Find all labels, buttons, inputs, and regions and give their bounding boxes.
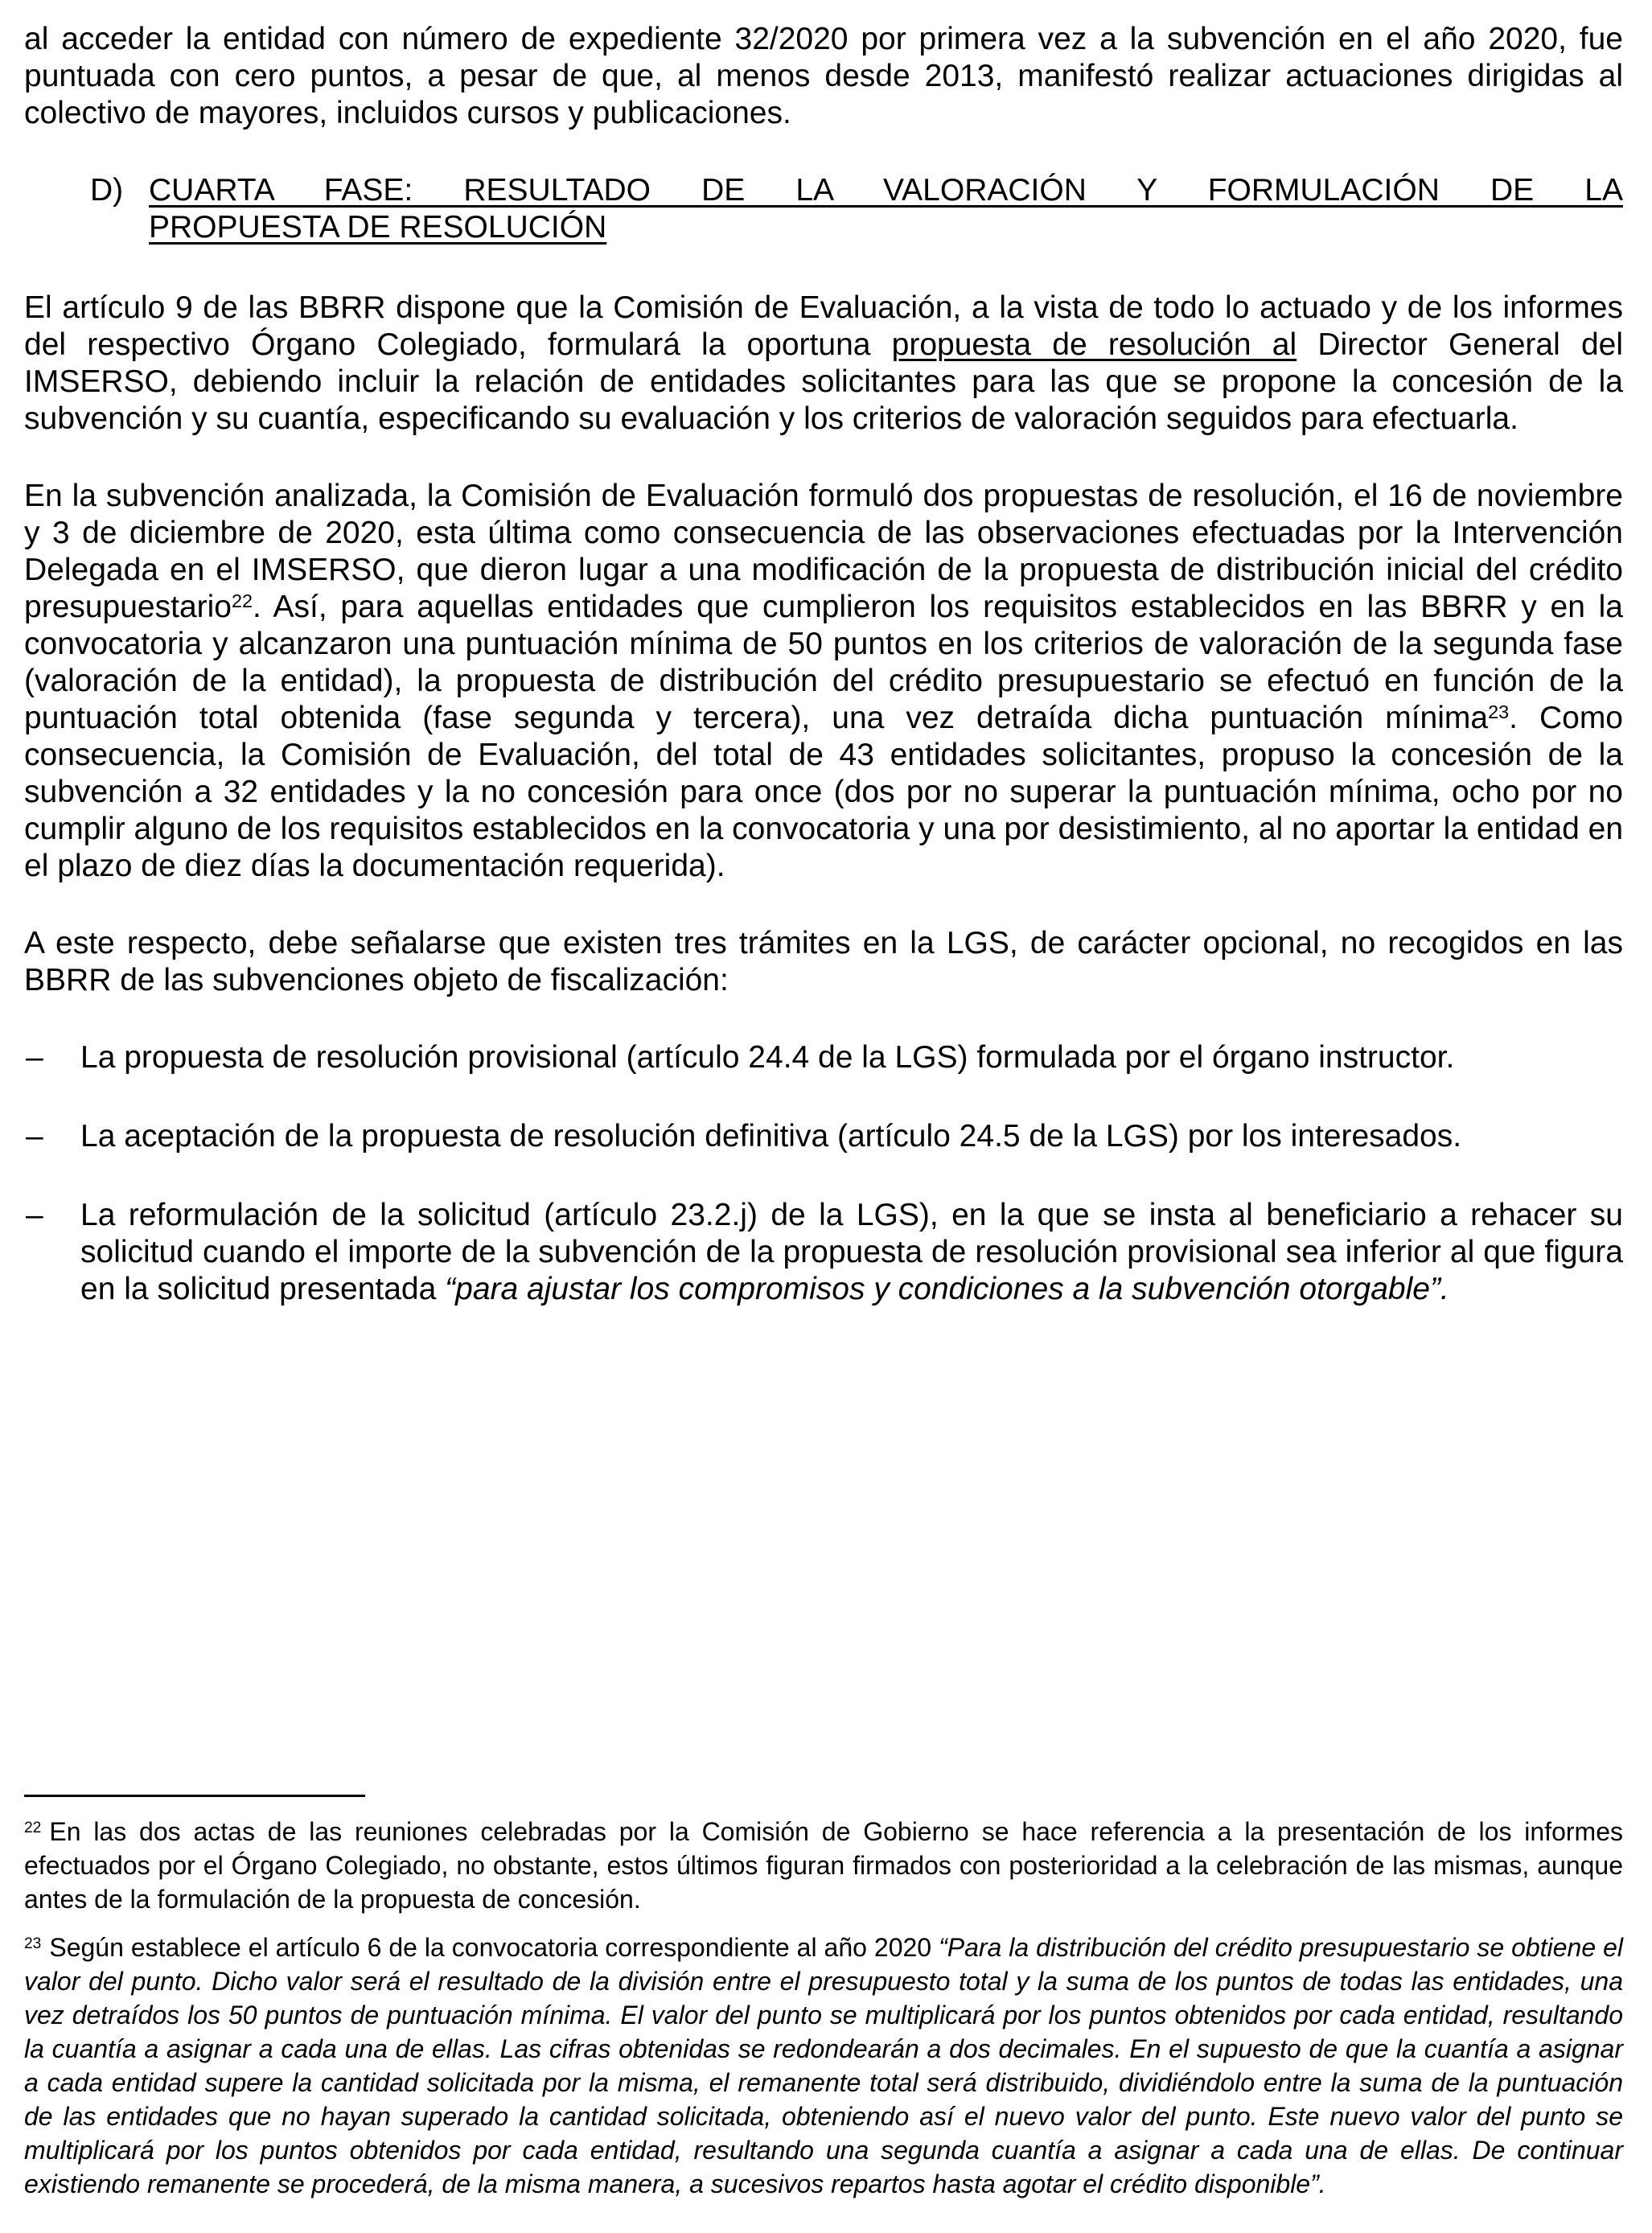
footnote-22-text: En las dos actas de las reuniones celebradas por la Comisión de Gobierno se hace referencia a la presentación de los informes efectuados por el Órgano Colegiado, no obstante, estos últimos figuran firmados con posterioridad a la celebración de las mismas, aunque antes de la formulación de la propuesta de concesión.: [24, 1817, 1623, 1914]
paragraph-tres-tramites-text: A este respecto, debe señalarse que existen tres trámites en la LGS, de carácter opcional, no recogidos en las BBRR de las subvenciones objeto de fiscalización:: [24, 926, 1623, 997]
bullet-item-reformulacion: [24, 1197, 1623, 1308]
bullet-reformulacion-seg1: La reformulación de la solicitud (artículo 23.2.j) de la LGS), en la que se insta al beneficiario a rehacer su solicitud cuando el importe de la subvención de la propuesta de resolución provisional sea inferior al que figura en la solicitud presentada: [80, 1198, 1623, 1306]
footnote-23-quote: “Para la distribución del crédito presupuestario se obtiene el valor del punto. Dicho valor será el resultado de la división entre el presupuesto total y la suma de los puntos de todas las entidades, una vez detraídos los 50 puntos de puntuación mínima. El valor del punto se multiplicará por los puntos obtenidos por cada entidad, resultando la cuantía a asignar a cada una de ellas. Las cifras obtenidas se redondearán a dos decimales. En el supuesto de que la cuantía a asignar a cada entidad supere la cantidad solicitada por la misma, el remanente total será distribuido, dividiéndolo entre la suma de la puntuación de las entidades que no hayan superado la cantidad solicitada, obteniendo así el nuevo valor del punto. Este nuevo valor del punto se multiplicará por los puntos obtenidos por cada entidad, resultando una segunda cuantía a asignar a cada una de ellas. De continuar existiendo remanente se procederá, de la misma manera, a sucesivos repartos hasta agotar el crédito disponible”.: [24, 1933, 1623, 2198]
footnote-separator: [24, 1795, 365, 1797]
paragraph-expediente: [24, 21, 1623, 132]
bullet-item-propuesta-provisional: [24, 1039, 1623, 1076]
paragraph-articulo-9: [24, 290, 1623, 438]
dash-bullet-marker: –: [26, 1198, 43, 1232]
paragraph-propuestas-seg3: . Como consecuencia, la Comisión de Evaluación, del total de 43 entidades solicitantes, propuso la concesión de la subvención a 32 entidades y la no concesión para once (dos por no superar la puntuación mínima, ocho por no cumplir alguno de los requisitos establecidos en la convocatoria y una por desistimiento, al no aportar la entidad en el plazo de diez días la documentación requerida).: [24, 701, 1624, 883]
paragraph-expediente-text: al acceder la entidad con número de expediente 32/2020 por primera vez a la subvención en el año 2020, fue puntuada con cero puntos, a pesar de que, al menos desde 2013, manifestó realizar actuaciones dirigidas al colectivo de mayores, incluidos cursos y publicaciones.: [24, 22, 1623, 130]
paragraph-propuestas-seg2: . Así, para aquellas entidades que cumplieron los requisitos establecidos en las BBRR y en la convocatoria y alcanzaron una puntuación mínima de 50 puntos en los criterios de valoración de la segunda fase (valoración de la entidad), la propuesta de distribución del crédito presupuestario se efectuó en función de la puntuación total obtenida (fase segunda y tercera), una vez detraída dicha puntuación mínima: [24, 590, 1623, 735]
bullet-list: [24, 1039, 1623, 1308]
bullet-item-text: La propuesta de resolución provisional (artículo 24.4 de la LGS) formulada por el órgano instructor.: [80, 1040, 1455, 1075]
section-heading-text: [149, 172, 1623, 246]
paragraph-articulo-9-seg2: Director General del IMSERSO, debiendo incluir la relación de entidades solicitantes para las que se propone la concesión de la subvención y su cuantía, especificando su evaluación y los criterios de valoración seguidos para efectuarla.: [24, 327, 1623, 436]
footnotes-section: [24, 1730, 1623, 2201]
section-heading-d: [90, 172, 1623, 246]
footnote-23-marker: 23: [24, 1935, 42, 1953]
bullet-reformulacion-quote: “para ajustar los compromisos y condiciones a la subvención otorgable”.: [445, 1272, 1449, 1306]
section-letter: D): [90, 173, 124, 208]
bullet-item-text: [80, 1198, 1623, 1306]
report-body: [24, 21, 1623, 1308]
footnote-ref-23: 23: [1488, 701, 1510, 723]
heading-line-2: PROPUESTA DE RESOLUCIÓN: [149, 210, 607, 245]
footnote-23: [24, 1931, 1623, 2201]
bullet-item-aceptacion: [24, 1118, 1623, 1155]
bullet-item-text: La aceptación de la propuesta de resolución definitiva (artículo 24.5 de la LGS) por los interesados.: [80, 1119, 1462, 1154]
footnote-22: [24, 1815, 1623, 1916]
paragraph-propuestas-resolucion: [24, 478, 1623, 885]
footnote-22-marker: 22: [24, 1820, 42, 1837]
footnote-23-intro: Según establece el artículo 6 de la convocatoria correspondiente al año 2020: [49, 1933, 939, 1962]
dash-bullet-marker: –: [26, 1119, 43, 1154]
underlined-phrase-propuesta: propuesta de resolución al: [891, 327, 1297, 362]
paragraph-tres-tramites: [24, 925, 1623, 999]
footnote-ref-22: 22: [232, 590, 253, 612]
paragraph-propuestas-seg1: En la subvención analizada, la Comisión de Evaluación formuló dos propuestas de resolución, el 16 de noviembre y 3 de diciembre de 2020, esta última como consecuencia de las observaciones efectuadas por la Intervención Delegada en el IMSERSO, que dieron lugar a una modificación de la propuesta de distribución inicial del crédito presupuestario: [24, 479, 1623, 624]
dash-bullet-marker: –: [26, 1040, 43, 1075]
heading-line-1: CUARTA FASE: RESULTADO DE LA VALORACIÓN Y FORMULACIÓN DE LA: [149, 173, 1623, 208]
paragraph-articulo-9-seg1: El artículo 9 de las BBRR dispone que la Comisión de Evaluación, a la vista de todo lo actuado y de los informes del respectivo Órgano Colegiado, formulará la oportuna: [24, 290, 1623, 362]
